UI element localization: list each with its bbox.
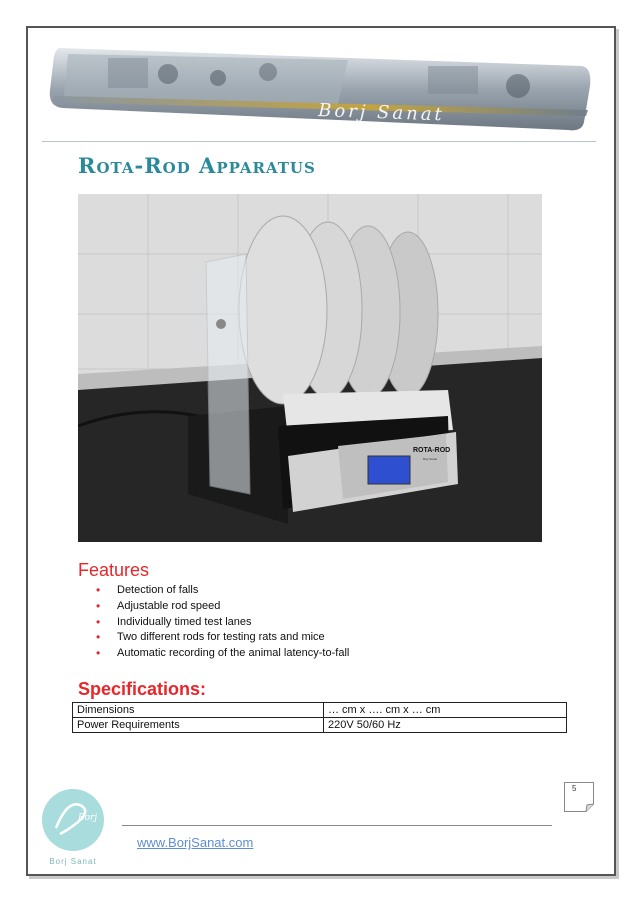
page-number-box	[564, 782, 594, 812]
table-row	[73, 703, 567, 718]
spec-label: Dimensions	[73, 703, 324, 718]
page-title: Rota-Rod Apparatus	[78, 153, 316, 178]
device-sublabel: Borj Sanat	[423, 457, 438, 461]
header-divider	[42, 141, 596, 142]
list-item: • Detection of falls	[96, 583, 349, 599]
device-label: ROTA-ROD	[413, 447, 451, 454]
page-number: 5	[572, 784, 577, 793]
features-list	[96, 583, 349, 662]
specifications-heading: Specifications:	[78, 679, 207, 699]
specifications-table	[72, 702, 567, 733]
banner-brand-text: Borj Sanat	[317, 100, 446, 126]
spec-value: … cm x …. cm x … cm	[324, 703, 567, 718]
footer-divider	[122, 825, 552, 826]
spec-label: Power Requirements	[73, 718, 324, 733]
table-row	[73, 718, 567, 733]
header-banner	[48, 46, 592, 132]
company-logo	[38, 788, 108, 868]
logo-text: Borj Sanat	[49, 857, 97, 866]
website-link[interactable]: www.BorjSanat.com	[137, 835, 254, 850]
logo-mark: Borj	[78, 813, 98, 823]
list-item: • Individually timed test lanes	[96, 615, 349, 631]
product-photo	[78, 194, 542, 542]
features-heading: Features	[78, 560, 150, 580]
spec-value: 220V 50/60 Hz	[324, 718, 567, 733]
list-item: • Adjustable rod speed	[96, 599, 349, 615]
list-item: • Automatic recording of the animal latency-to-fall	[96, 646, 349, 662]
list-item: • Two different rods for testing rats and mice	[96, 630, 349, 646]
